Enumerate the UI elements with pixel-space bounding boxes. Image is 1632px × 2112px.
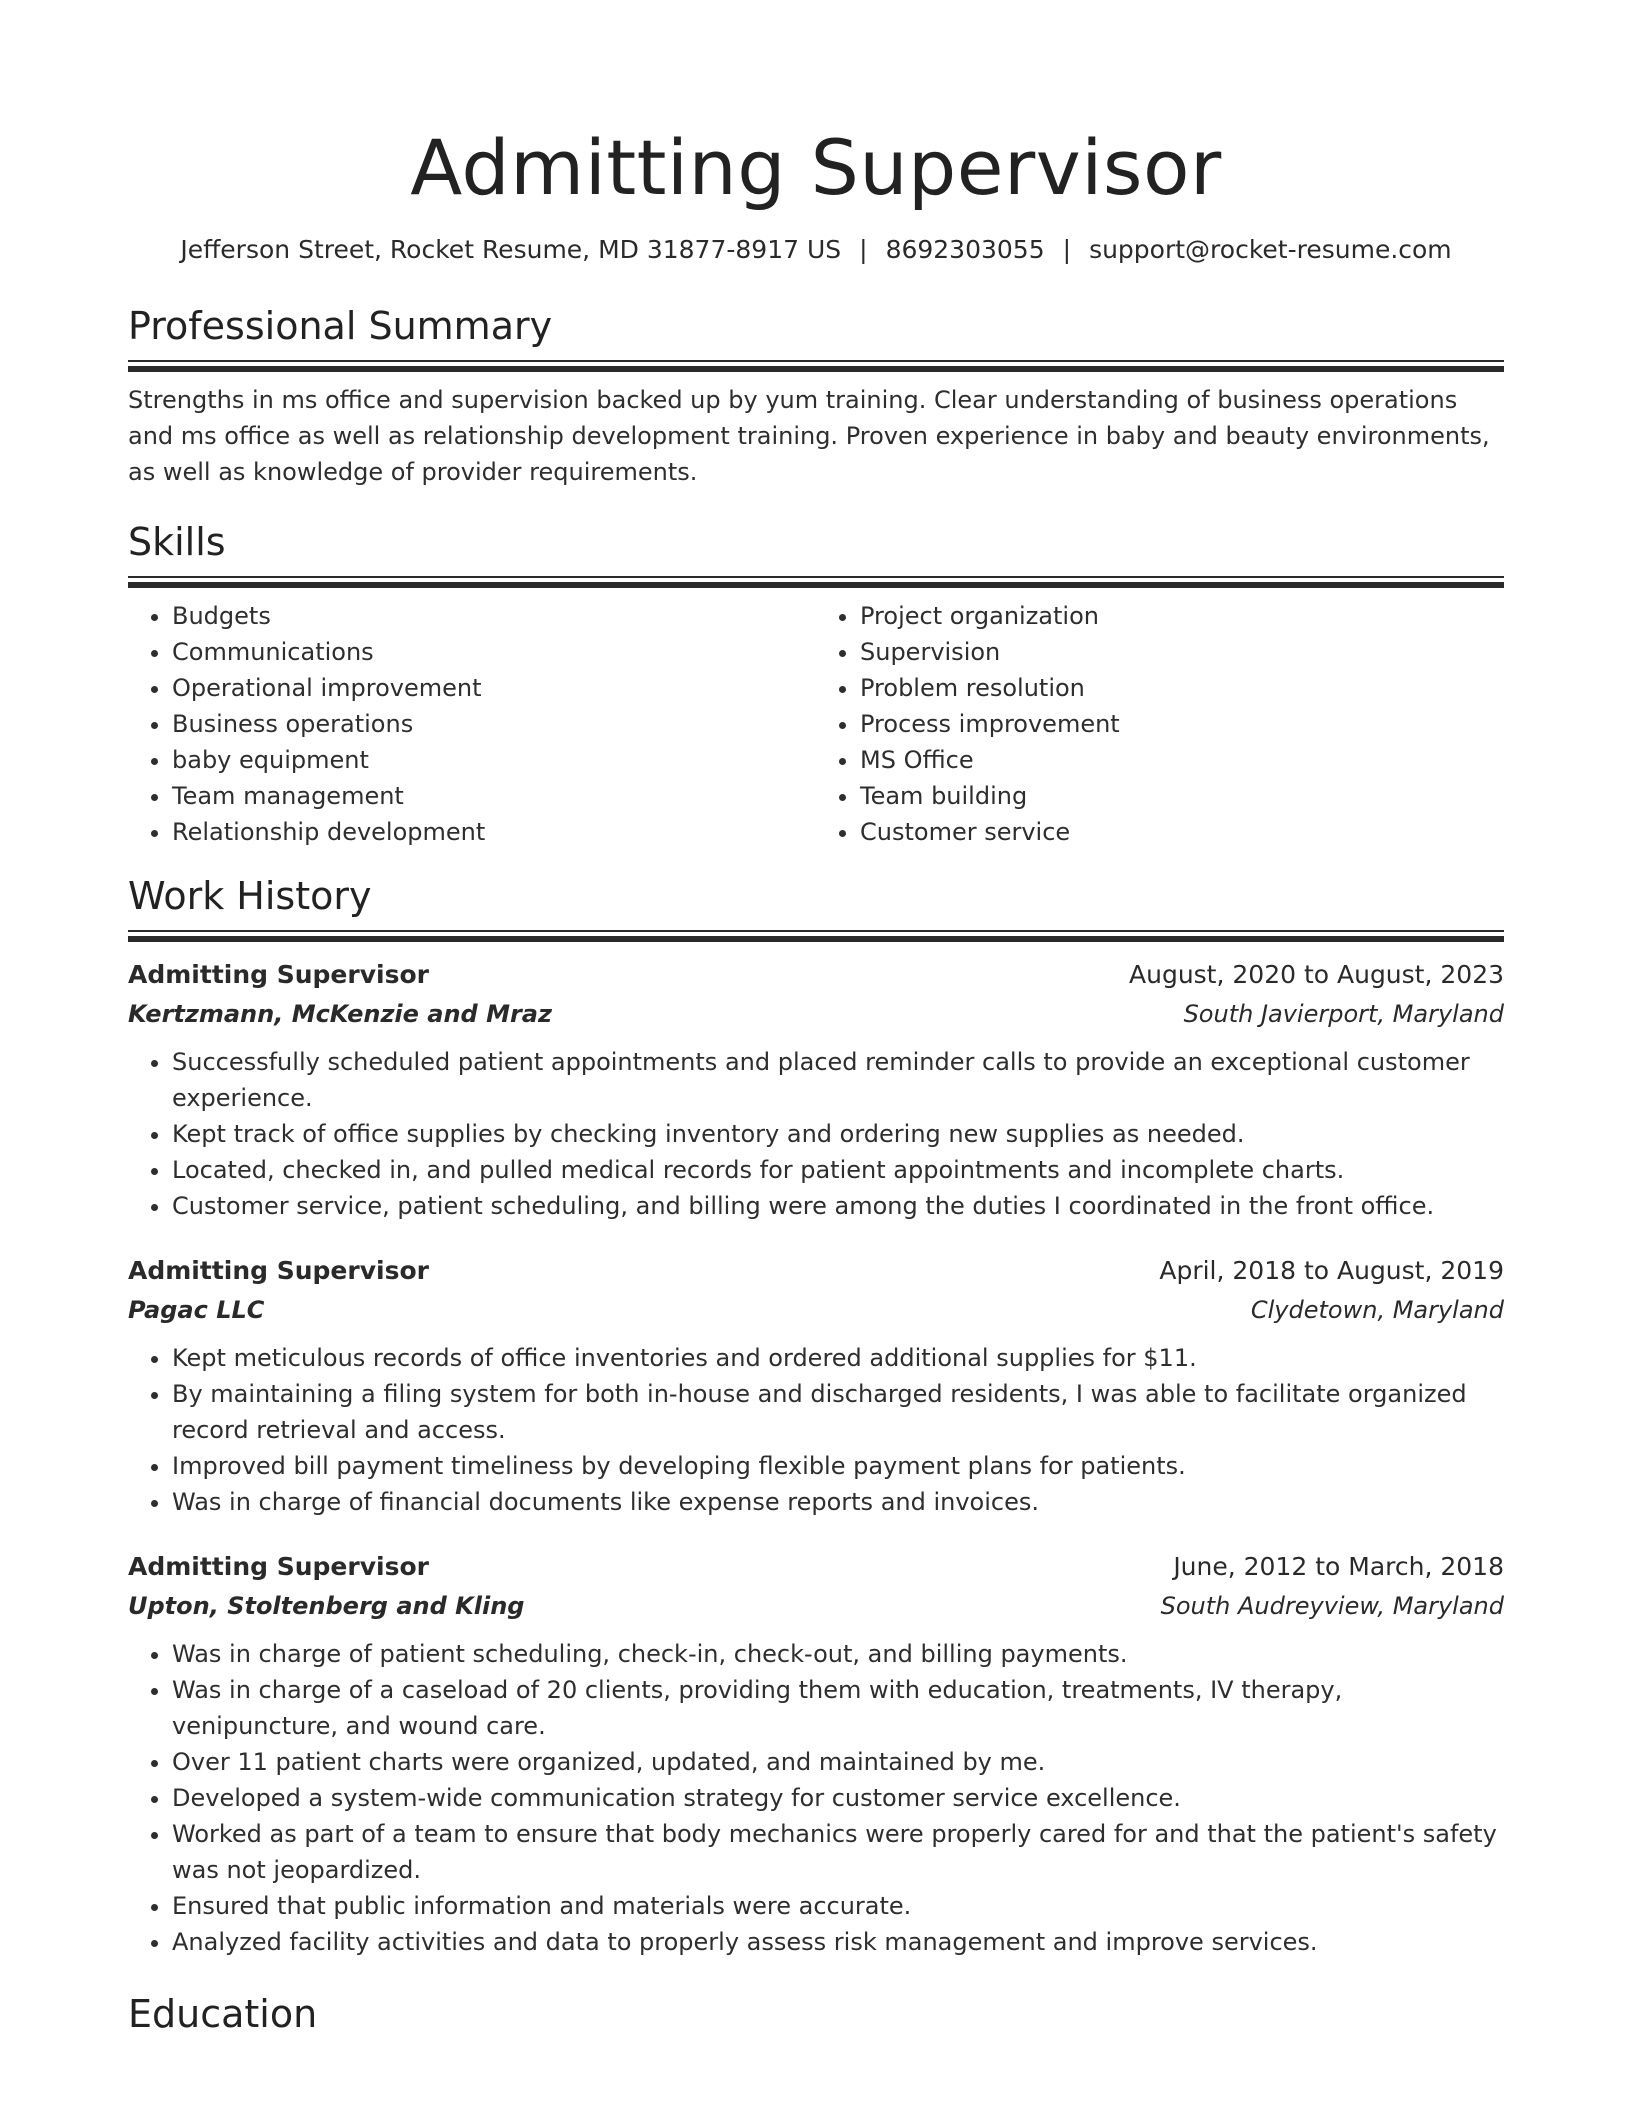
- job-title: Admitting Supervisor: [128, 960, 429, 989]
- professional-summary-section: [128, 302, 1504, 490]
- job-bullet: • Was in charge of patient scheduling, check-in, check-out, and billing payments.: [172, 1636, 1504, 1672]
- job-header-row: [128, 1548, 1504, 1586]
- job-entry: [128, 956, 1504, 1224]
- job-employer-row: [128, 994, 1504, 1034]
- job-bullet: • Successfully scheduled patient appointments and placed reminder calls to provide an exceptional customer experience.: [172, 1044, 1504, 1116]
- skill-item: • Process improvement: [860, 706, 1504, 742]
- job-title: Admitting Supervisor: [128, 1256, 429, 1285]
- job-location: South Javierport, Maryland: [1183, 1000, 1504, 1028]
- work-history-section: [128, 872, 1504, 1960]
- job-entry: [128, 1548, 1504, 1960]
- contact-email: support@rocket-resume.com: [1089, 235, 1452, 264]
- skills-grid: [128, 598, 1504, 850]
- skill-item: • baby equipment: [172, 742, 816, 778]
- skill-item: • Communications: [172, 634, 816, 670]
- job-bullet: • By maintaining a filing system for both in-house and discharged residents, I was able to facilitate organized record retrieval and access.: [172, 1376, 1504, 1448]
- contact-separator: |: [859, 235, 868, 264]
- job-bullet: • Located, checked in, and pulled medical records for patient appointments and incomplete charts.: [172, 1152, 1504, 1188]
- skill-item: • MS Office: [860, 742, 1504, 778]
- job-dates: June, 2012 to March, 2018: [1173, 1552, 1504, 1581]
- job-location: Clydetown, Maryland: [1250, 1296, 1504, 1324]
- contact-line: [128, 232, 1504, 268]
- skill-item: • Project organization: [860, 598, 1504, 634]
- job-bullet: • Was in charge of a caseload of 20 clients, providing them with education, treatments, IV therapy, venipuncture, and wound care.: [172, 1672, 1504, 1744]
- resume-name: Admitting Supervisor: [410, 123, 1222, 212]
- education-section: [128, 1990, 1504, 2038]
- job-bullet: • Developed a system-wide communication strategy for customer service excellence.: [172, 1780, 1504, 1816]
- skill-item: • Relationship development: [172, 814, 816, 850]
- job-entry: [128, 1252, 1504, 1520]
- skills-section: [128, 518, 1504, 850]
- skill-item: • Customer service: [860, 814, 1504, 850]
- job-company: Kertzmann, McKenzie and Mraz: [128, 1000, 552, 1028]
- contact-separator: |: [1062, 235, 1072, 264]
- job-dates: April, 2018 to August, 2019: [1159, 1256, 1504, 1285]
- section-title-work-history: Work History: [128, 874, 372, 918]
- section-divider: [128, 360, 1504, 372]
- section-title-skills: Skills: [128, 520, 226, 564]
- skill-item: • Budgets: [172, 598, 816, 634]
- job-bullet: • Was in charge of financial documents like expense reports and invoices.: [172, 1484, 1504, 1520]
- skills-column-left: [128, 598, 816, 850]
- section-title-education: Education: [128, 1992, 318, 2036]
- contact-phone: 8692303055: [885, 235, 1045, 264]
- job-title: Admitting Supervisor: [128, 1552, 429, 1581]
- job-bullet: • Kept track of office supplies by checking inventory and ordering new supplies as needed.: [172, 1116, 1504, 1152]
- skill-item: • Team building: [860, 778, 1504, 814]
- skill-item: • Team management: [172, 778, 816, 814]
- skill-item: • Supervision: [860, 634, 1504, 670]
- job-bullet: • Worked as part of a team to ensure that body mechanics were properly cared for and that the patient's safety was not jeopardized.: [172, 1816, 1504, 1888]
- job-location: South Audreyview, Maryland: [1160, 1592, 1504, 1620]
- job-employer-row: [128, 1290, 1504, 1330]
- job-header-row: [128, 956, 1504, 994]
- contact-address: Jefferson Street, Rocket Resume, MD 31877-8917 US: [180, 235, 842, 264]
- job-company: Pagac LLC: [128, 1296, 265, 1324]
- job-dates: August, 2020 to August, 2023: [1129, 960, 1504, 989]
- job-bullet: • Analyzed facility activities and data to properly assess risk management and improve services.: [172, 1924, 1504, 1960]
- job-bullets: [128, 1044, 1504, 1224]
- job-employer-row: [128, 1586, 1504, 1626]
- summary-text: Strengths in ms office and supervision backed up by yum training. Clear understanding of business operations and ms office as well as relationship development training. Proven experience in baby and beauty environments, as well as knowledge of provider requirements.: [128, 386, 1490, 486]
- job-bullet: • Kept meticulous records of office inventories and ordered additional supplies for $11.: [172, 1340, 1504, 1376]
- skills-column-right: [816, 598, 1504, 850]
- skill-item: • Problem resolution: [860, 670, 1504, 706]
- job-company: Upton, Stoltenberg and Kling: [128, 1592, 525, 1620]
- job-bullet: • Over 11 patient charts were organized, updated, and maintained by me.: [172, 1744, 1504, 1780]
- job-bullet: • Improved bill payment timeliness by developing flexible payment plans for patients.: [172, 1448, 1504, 1484]
- job-header-row: [128, 1252, 1504, 1290]
- section-divider: [128, 930, 1504, 942]
- section-title-summary: Professional Summary: [128, 304, 553, 348]
- job-bullets: [128, 1636, 1504, 1960]
- job-bullet: • Customer service, patient scheduling, and billing were among the duties I coordinated in the front office.: [172, 1188, 1504, 1224]
- job-bullet: • Ensured that public information and materials were accurate.: [172, 1888, 1504, 1924]
- skill-item: • Operational improvement: [172, 670, 816, 706]
- section-divider: [128, 576, 1504, 588]
- job-bullets: [128, 1340, 1504, 1520]
- skill-item: • Business operations: [172, 706, 816, 742]
